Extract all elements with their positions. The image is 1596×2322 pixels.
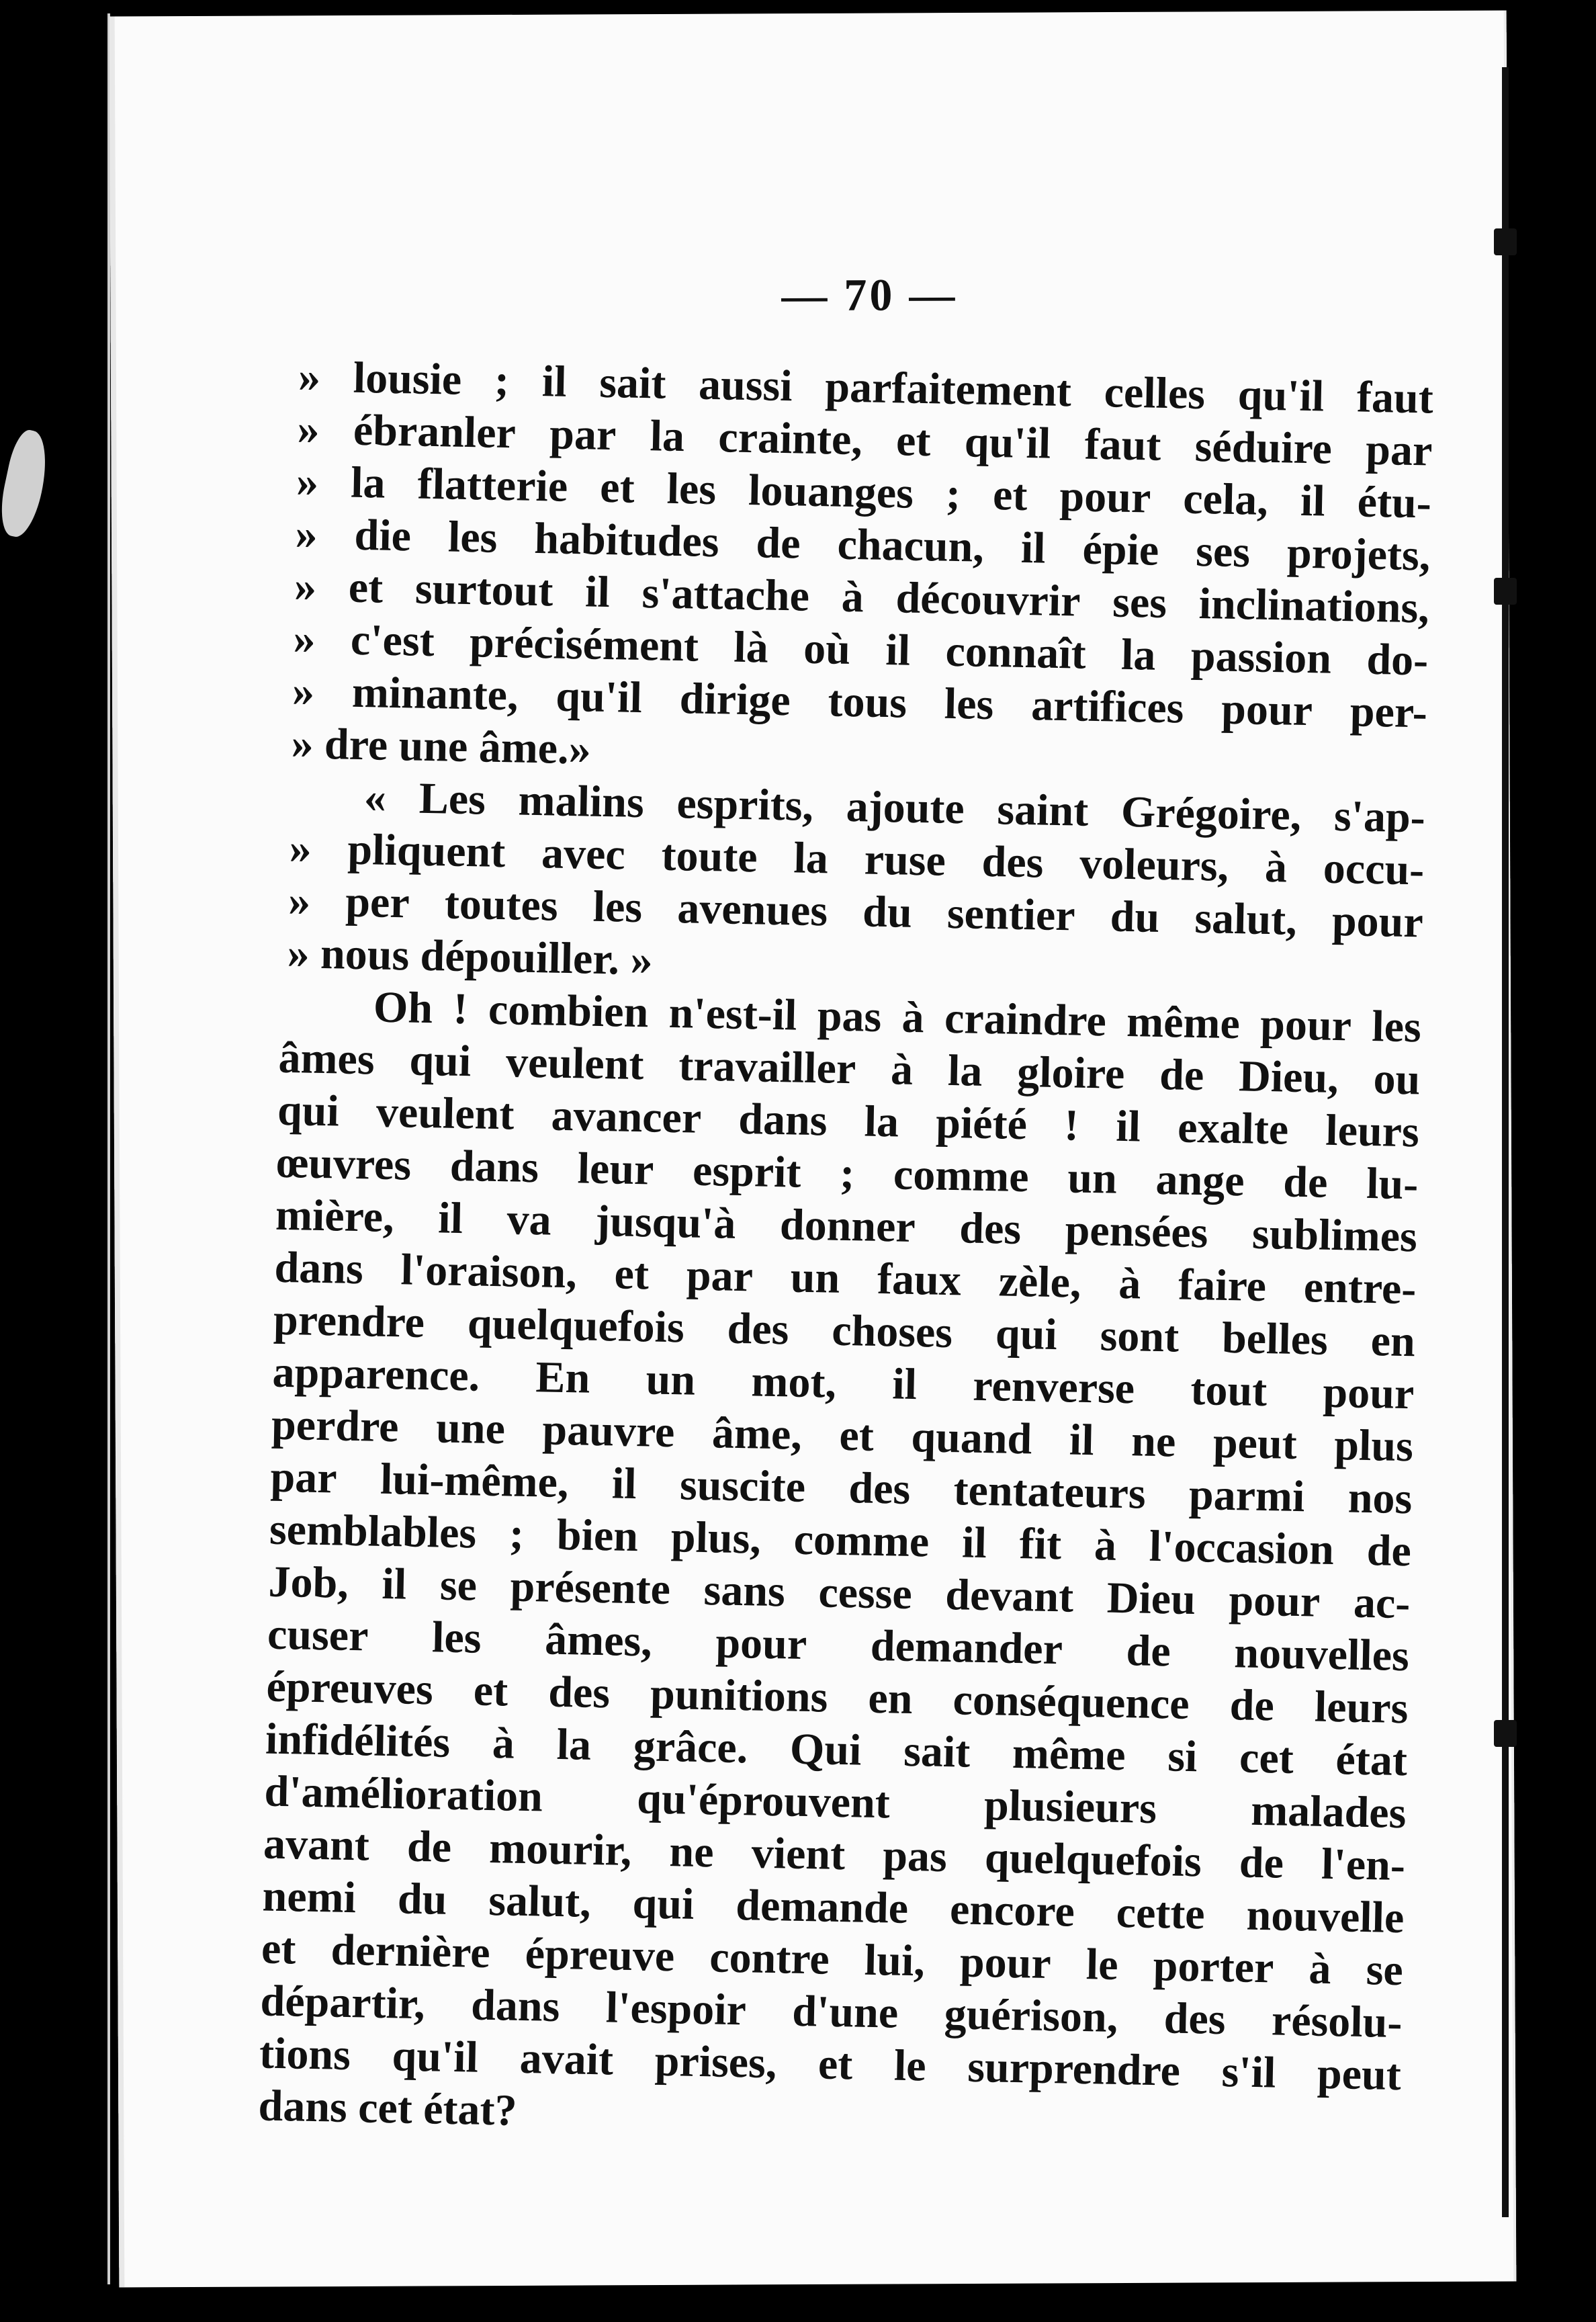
word: ange [1155, 1154, 1245, 1206]
word: se [1366, 1945, 1404, 1995]
word: précisément [469, 617, 699, 671]
word: veulent [375, 1087, 515, 1140]
word: surtout [414, 564, 554, 616]
word: qu'il [964, 417, 1052, 468]
word: et [599, 462, 635, 513]
word: inclinations, [1198, 578, 1430, 633]
word: une [435, 1403, 506, 1454]
word: cet [1239, 1733, 1294, 1783]
word: ses [1112, 577, 1167, 628]
word: veulent [505, 1037, 645, 1090]
word: tout [1190, 1365, 1268, 1416]
page-text-body [257, 351, 1434, 2154]
word: sentier [946, 888, 1076, 941]
word: pour [959, 1937, 1052, 1989]
word: n'est-il [668, 988, 798, 1040]
word: connaît [944, 626, 1087, 679]
word: épreuve [525, 1929, 675, 1981]
word: présente [510, 1561, 671, 1615]
word: pliquent [347, 824, 506, 877]
word: la [350, 458, 386, 508]
word: épreuves [265, 1662, 434, 1715]
word: » [287, 876, 311, 926]
word: sublimes [1251, 1209, 1418, 1262]
word: gloire [1016, 1047, 1126, 1099]
binding-stitch-mark [1494, 228, 1517, 255]
word: pour [715, 1618, 807, 1670]
word: ruse [864, 834, 946, 886]
word: sont [1100, 1311, 1180, 1362]
word: comme [893, 1150, 1030, 1202]
word: pensées [1065, 1205, 1209, 1258]
word: surprendre [967, 2042, 1181, 2096]
word: qu'il [1237, 370, 1325, 421]
word: le [1085, 1940, 1119, 1990]
word: Dieu [1106, 1573, 1196, 1625]
word: si [1167, 1731, 1198, 1782]
word: peut [1212, 1418, 1298, 1469]
word: séduire [1194, 421, 1333, 474]
word: de [1366, 1526, 1412, 1576]
word: » [294, 562, 317, 611]
word: il [1115, 1101, 1141, 1152]
word: par [549, 409, 617, 460]
word: là [733, 622, 769, 673]
word: la [947, 1045, 983, 1096]
word: esprit [692, 1146, 802, 1197]
word: porter [1153, 1941, 1275, 1993]
page-binding-edge [1502, 67, 1509, 2217]
book-page [109, 10, 1517, 2287]
word: » [288, 824, 312, 873]
word: Les [418, 773, 486, 824]
word: grâce. [633, 1721, 748, 1773]
page-number: — 70 — [781, 269, 958, 321]
word: infidélités [265, 1714, 451, 1767]
word: pauvre [541, 1405, 676, 1457]
word: salut, [1194, 893, 1298, 945]
word: suscite [679, 1460, 806, 1512]
word: flatterie [417, 459, 568, 511]
word: les [666, 464, 717, 515]
word: plus [1333, 1420, 1414, 1471]
word: mot, [750, 1357, 837, 1408]
word: il [437, 1193, 463, 1244]
word: fit [1019, 1519, 1062, 1570]
word: œuvres [275, 1137, 412, 1190]
word: s'il [1221, 2047, 1277, 2098]
word: do- [1366, 634, 1429, 685]
word: malins [517, 775, 645, 828]
word: du [397, 1874, 448, 1924]
word: les [1371, 1002, 1422, 1052]
word: ac- [1353, 1578, 1411, 1629]
word: lu- [1366, 1158, 1419, 1209]
word: le [893, 2040, 927, 2091]
word: nemi [261, 1871, 357, 1923]
word: toutes [444, 879, 559, 931]
word: belles [1221, 1313, 1329, 1365]
word: encore [949, 1885, 1075, 1936]
word: tions [259, 2028, 351, 2080]
word: des [547, 1667, 611, 1718]
word: crainte, [717, 413, 863, 465]
word: projets, [1286, 528, 1431, 580]
word: contre [709, 1932, 830, 1984]
word: toute [660, 830, 758, 882]
word: pour [1331, 896, 1424, 947]
word: état [1335, 1735, 1408, 1786]
word: minante, [351, 667, 519, 720]
word: ; [945, 469, 961, 519]
word: saint [996, 785, 1089, 836]
word: d'amélioration [263, 1766, 543, 1821]
word: il [541, 357, 568, 406]
word: En [535, 1352, 591, 1403]
word: faux [877, 1254, 962, 1305]
word: de [1159, 1049, 1204, 1101]
word: ; [494, 355, 510, 406]
word: où [803, 624, 851, 674]
word: demander [870, 1621, 1063, 1674]
word: des [727, 1303, 790, 1354]
word: et [348, 562, 384, 613]
word: prendre [273, 1295, 425, 1348]
word: les [944, 679, 994, 730]
word: il [1069, 1415, 1095, 1465]
word: plusieurs [983, 1780, 1157, 1834]
word: il [885, 626, 911, 675]
word: la [649, 411, 685, 462]
word: il [611, 1459, 637, 1509]
word: avancer [550, 1090, 702, 1143]
word: lui-même, [380, 1454, 570, 1508]
word: chacun, [836, 519, 985, 572]
word: étu- [1357, 477, 1432, 528]
word: pour [1221, 684, 1313, 736]
word: demande [735, 1881, 909, 1933]
word: pour [1059, 471, 1151, 523]
word: lousie [353, 353, 462, 404]
word: âmes [277, 1033, 375, 1084]
word: qui [631, 1879, 695, 1929]
word: nouvelles [1233, 1628, 1410, 1681]
word: même [1126, 997, 1241, 1049]
word: quand [910, 1412, 1032, 1464]
word: à [841, 572, 864, 622]
word: de [1229, 1680, 1275, 1731]
word: avenues [676, 884, 828, 936]
word: travailler [678, 1041, 856, 1094]
text-line: dans cet état? [257, 2081, 518, 2135]
word: » [294, 509, 318, 559]
word: zèle, [998, 1256, 1082, 1307]
word: leur [577, 1144, 655, 1195]
word: la [1120, 630, 1157, 680]
word: de [1125, 1626, 1171, 1676]
page-left-edge [107, 13, 110, 2284]
word: faut [1084, 419, 1162, 470]
word: découvrir [895, 573, 1081, 626]
word: qui [277, 1085, 340, 1136]
word: sait [903, 1726, 971, 1777]
word: ; [508, 1509, 525, 1559]
word: se [439, 1560, 478, 1610]
word: pour [1228, 1576, 1321, 1627]
word: de [1239, 1838, 1284, 1888]
word: bien [556, 1510, 639, 1561]
word: » [296, 457, 319, 507]
word: esprits, [676, 779, 814, 830]
word: perdre [271, 1400, 400, 1452]
word: ! [1063, 1101, 1079, 1150]
word: même [1012, 1728, 1126, 1780]
word: va [506, 1195, 552, 1245]
word: lui, [864, 1935, 926, 1986]
word: des [959, 1203, 1022, 1254]
word: dirige [679, 674, 791, 726]
word: dans [470, 1980, 561, 2032]
word: guérison, [944, 1989, 1118, 2042]
word: habitudes [533, 513, 720, 567]
word: donner [779, 1200, 916, 1252]
word: tentateurs [953, 1465, 1147, 1518]
word: des [1163, 1993, 1227, 2045]
word: peut [1317, 2049, 1402, 2100]
word: il [1300, 476, 1326, 526]
word: Dieu, [1238, 1051, 1339, 1103]
word: de [1282, 1157, 1329, 1207]
margin-ink-mark [0, 427, 54, 540]
word: les [431, 1612, 482, 1663]
word: âme, [711, 1408, 803, 1459]
word: Grégoire, [1120, 787, 1302, 840]
word: un [646, 1354, 696, 1405]
word: en [1370, 1316, 1416, 1367]
word: mourir, [488, 1823, 633, 1876]
word: dernière [330, 1925, 491, 1978]
word: par [686, 1250, 754, 1301]
word: prises, [654, 2036, 777, 2088]
word: ou [1372, 1054, 1421, 1105]
word: la [556, 1719, 592, 1770]
word: qu'il [391, 2031, 479, 2082]
word: artifices [1030, 681, 1185, 733]
word: et [614, 1249, 650, 1299]
word: aussi [698, 359, 793, 411]
text-line: » dre une âme.» [290, 719, 592, 774]
word: tous [827, 677, 907, 728]
word: à [1308, 1944, 1332, 1994]
word: exalte [1177, 1103, 1289, 1154]
word: il [961, 1518, 987, 1568]
word: et [992, 470, 1028, 521]
word: pas [817, 991, 882, 1041]
word: il [891, 1359, 918, 1410]
word: passion [1190, 631, 1332, 683]
word: renverse [972, 1361, 1135, 1414]
word: ; [839, 1148, 855, 1199]
word: faire [1178, 1260, 1267, 1312]
word: nos [1347, 1473, 1413, 1524]
word: qui [408, 1035, 472, 1086]
word: ne [668, 1827, 715, 1877]
word: ne [1130, 1416, 1177, 1467]
word: l'oraison, [400, 1245, 578, 1298]
word: par [269, 1452, 338, 1503]
word: départir, [259, 1976, 426, 2029]
word: dans [273, 1242, 364, 1294]
word: parmi [1188, 1469, 1306, 1522]
word: à [890, 1045, 914, 1094]
word: s'ap- [1333, 791, 1426, 843]
word: de [755, 518, 801, 568]
word: cela, [1182, 474, 1269, 525]
word: devant [944, 1570, 1074, 1622]
word: salut, [488, 1876, 592, 1927]
word: des [981, 836, 1045, 888]
binding-stitch-mark [1494, 1720, 1517, 1747]
word: Oh [373, 982, 433, 1033]
word: ses [1195, 526, 1251, 577]
word: de [406, 1821, 452, 1872]
word: des [848, 1463, 911, 1514]
word: il [584, 567, 611, 617]
word: parfaitement [824, 362, 1072, 417]
word: quelquefois [467, 1299, 685, 1352]
word: à [1264, 842, 1288, 892]
word: avant [263, 1819, 370, 1870]
word: dans [738, 1094, 828, 1146]
binding-stitch-mark [1494, 578, 1517, 605]
word: leurs [1314, 1682, 1409, 1733]
word: die [353, 510, 412, 561]
word: celles [1104, 368, 1206, 419]
word: apparence. [271, 1347, 480, 1401]
word: sait [598, 357, 667, 408]
word: occu- [1323, 843, 1425, 895]
word: avait [519, 2033, 614, 2085]
word: l'occasion [1149, 1521, 1335, 1575]
word: en [867, 1673, 914, 1724]
word: jusqu'à [594, 1196, 737, 1248]
word: vient [751, 1828, 846, 1880]
word: à [492, 1719, 515, 1768]
word: un [1067, 1153, 1118, 1203]
word: Job, [267, 1557, 349, 1608]
word: c'est [350, 615, 435, 666]
word: dans [449, 1141, 539, 1193]
word: l'espoir [605, 1983, 747, 2035]
word: et [261, 1924, 297, 1974]
word: craindre [944, 993, 1107, 1046]
word: conséquence [952, 1675, 1190, 1729]
word: comme [793, 1514, 930, 1567]
word: un [790, 1252, 840, 1303]
word: combien [488, 984, 650, 1037]
word: il [1020, 523, 1047, 573]
word: s'attache [641, 568, 810, 621]
word: per- [1349, 687, 1428, 738]
word: qu'il [555, 671, 643, 723]
word: plus, [670, 1512, 762, 1563]
word: du [1110, 892, 1160, 942]
word: per [345, 877, 410, 928]
word: les [592, 882, 643, 933]
word: » [296, 404, 320, 454]
word: et [817, 2039, 853, 2090]
word: cesse [817, 1567, 913, 1619]
word: punitions [650, 1669, 829, 1722]
word: louanges [748, 466, 914, 518]
word: » [292, 666, 315, 716]
word: et [895, 416, 932, 466]
word: semblables [269, 1504, 477, 1558]
word: ajoute [846, 781, 965, 834]
word: « [363, 773, 387, 822]
word: cette [1116, 1887, 1206, 1939]
word: cuser [267, 1609, 369, 1661]
word: entre- [1303, 1262, 1417, 1314]
word: épie [1081, 524, 1159, 575]
word: qu'éprouvent [636, 1774, 891, 1828]
word: nouvelle [1245, 1890, 1405, 1943]
word: sans [703, 1565, 786, 1617]
text-line: » nous dépouiller. » [286, 928, 654, 985]
word: malades [1250, 1785, 1407, 1838]
word: l'en- [1321, 1839, 1406, 1891]
word: choses [831, 1305, 953, 1358]
word: par [1365, 425, 1433, 476]
word: » [298, 352, 321, 402]
word: il [381, 1559, 407, 1609]
word: quelquefois [984, 1833, 1202, 1887]
word: résolu- [1271, 1995, 1403, 2048]
word: et [838, 1410, 875, 1461]
word: qui [995, 1309, 1058, 1360]
word: mière, [275, 1190, 395, 1242]
word: la [793, 833, 829, 884]
word: piété [935, 1098, 1028, 1150]
word: ébranler [353, 405, 517, 458]
word: pour [1259, 999, 1352, 1051]
word: ! [452, 984, 469, 1034]
word: âmes, [544, 1615, 653, 1666]
word: Qui [789, 1724, 862, 1775]
word: d'une [791, 1986, 899, 2038]
word: » [292, 614, 316, 664]
word: la [864, 1096, 899, 1147]
word: à [901, 992, 925, 1043]
word: leurs [1325, 1105, 1420, 1157]
word: et [473, 1666, 508, 1716]
word: du [862, 887, 913, 937]
word: voleurs, [1079, 838, 1229, 891]
word: à [1094, 1520, 1117, 1570]
word: pas [882, 1831, 948, 1882]
word: pour [1322, 1367, 1415, 1419]
word: avec [541, 828, 626, 879]
word: à [1118, 1258, 1142, 1309]
word: les [447, 512, 498, 562]
word: faut [1356, 372, 1434, 423]
